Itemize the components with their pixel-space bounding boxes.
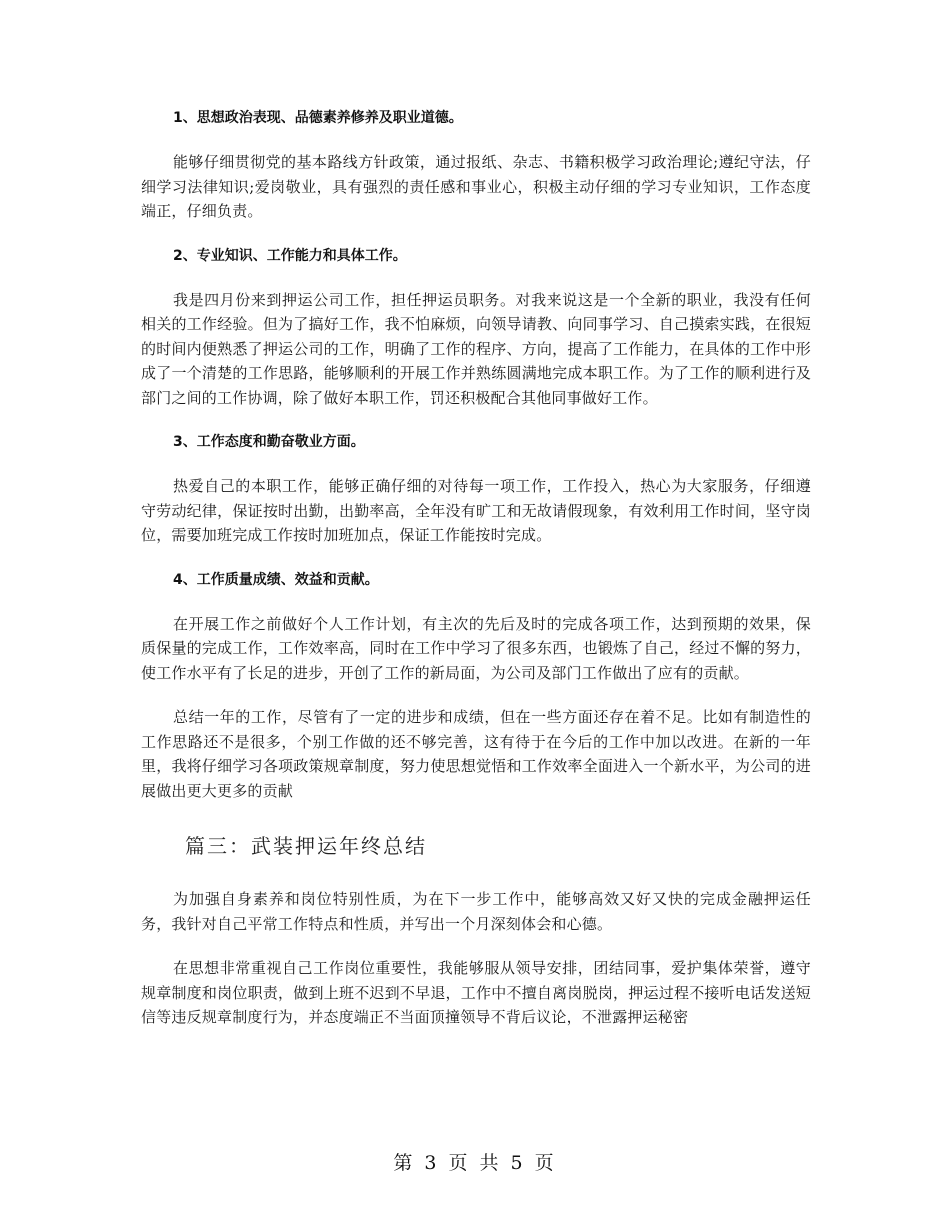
section-heading-4: 4、工作质量成绩、效益和贡献。 [173,571,379,588]
section-heading-2: 2、专业知识、工作能力和具体工作。 [173,247,407,264]
paragraph-summary: 总结一年的工作，尽管有了一定的进步和成绩，但在一些方面还存在着不足。比如有制造性的工作思路还不是很多，个别工作做的还不够完善，这有待于在今后的工作中加以改进。在新的一年里，我将仔细学习各项政策规章制度，努力使思想觉悟和工作效率全面进入一个新水平，为公司的进展做出更大更多的贡献 [141,708,811,800]
paragraph-6: 为加强自身素养和岗位特别性质，为在下一步工作中，能够高效又好又快的完成金融押运任务，我针对自己平常工作特点和性质，并写出一个月深刻体会和心德。 [141,890,811,933]
section-heading-3: 3、工作态度和勤奋敬业方面。 [173,434,365,450]
paragraph-2: 我是四月份来到押运公司工作，担任押运员职务。对我来说这是一个全新的职业，我没有任何相关的工作经验。但为了搞好工作，我不怕麻烦，向领导请教、向同事学习、自己摸索实践，在很短的时间内便熟悉了押运公司的工作，明确了工作的程序、方向，提高了工作能力，在具体的工作中形成了一个清楚的工作思路，能够顺利的开展工作并熟练圆满地完成本职工作。为了工作的顺利进行及部门之间的工作协调，除了做好本职工作，罚还积极配合其他同事做好工作。 [141,290,811,407]
section-heading-1: 1、思想政治表现、品德素养修养及职业道德。 [173,110,463,126]
document-body [141,106,811,1050]
paragraph-1: 能够仔细贯彻党的基本路线方针政策，通过报纸、杂志、书籍积极学习政治理论;遵纪守法，仔细学习法律知识;爱岗敬业，具有强烈的责任感和事业心，积极主动仔细的学习专业知识，工作态度端正，仔细负责。 [141,153,811,220]
paragraph-3: 热爱自己的本职工作，能够正确仔细的对待每一项工作，工作投入，热心为大家服务，仔细遵守劳动纪律，保证按时出勤，出勤率高，全年没有旷工和无故请假现象，有效利用工作时间，坚守岗位，需要加班完成工作按时加班加点，保证工作能按时完成。 [141,477,811,544]
paragraph-7: 在思想非常重视自己工作岗位重要性，我能够服从领导安排，团结同事，爱护集体荣誉，遵守规章制度和岗位职责，做到上班不迟到不早退，工作中不擅自离岗脱岗，押运过程不接听电话发送短信等违反规章制度行为，并态度端正不当面顶撞领导不背后议论，不泄露押运秘密 [141,959,811,1026]
chapter-title: 篇三：武装押运年终总结 [185,834,427,858]
paragraph-4: 在开展工作之前做好个人工作计划，有主次的先后及时的完成各项工作，达到预期的效果，保质保量的完成工作，工作效率高，同时在工作中学习了很多东西，也锻炼了自己，经过不懈的努力，使工作水平有了长足的进步，开创了工作的新局面，为公司及部门工作做出了应有的贡献。 [141,614,811,682]
page-number-footer: 第 3 页 共 5 页 [393,1152,557,1174]
